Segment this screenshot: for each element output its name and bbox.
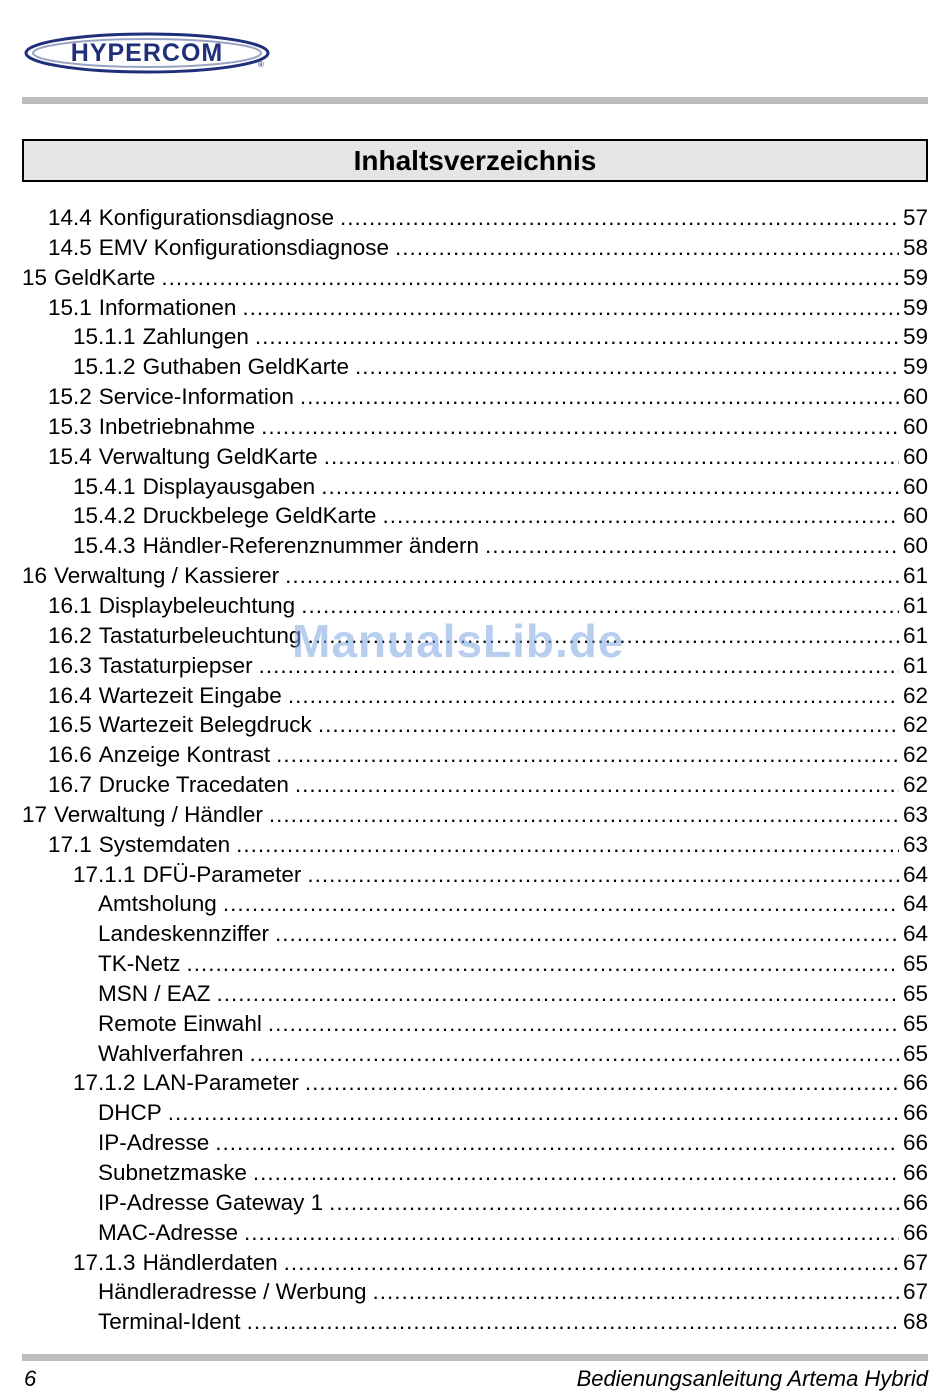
toc-entry[interactable] bbox=[22, 1309, 928, 1339]
toc-entry-number: 15.4.1 bbox=[73, 473, 136, 499]
toc-entry-number: 15.3 bbox=[48, 413, 92, 439]
toc-dot-leader bbox=[321, 474, 899, 500]
toc-entry[interactable] bbox=[22, 563, 928, 593]
toc-dot-leader bbox=[288, 683, 899, 709]
toc-entry-number: 16.3 bbox=[48, 652, 92, 678]
toc-entry[interactable] bbox=[22, 533, 928, 563]
toc-dot-leader bbox=[382, 503, 899, 529]
toc-entry-title: Drucke Tracedaten bbox=[98, 772, 289, 798]
toc-entry-number: 16.7 bbox=[48, 772, 92, 798]
toc-entry-number: 17.1.2 bbox=[73, 1070, 136, 1096]
toc-entry-title: DFÜ-Parameter bbox=[142, 861, 302, 887]
toc-entry-title: Tastaturpiepser bbox=[98, 652, 253, 678]
toc-dot-leader bbox=[318, 712, 899, 738]
toc-dot-leader bbox=[261, 414, 899, 440]
toc-entry-page: 61 bbox=[902, 652, 928, 678]
toc-entry[interactable] bbox=[22, 1100, 928, 1130]
toc-entry-number: 16.5 bbox=[48, 712, 92, 738]
toc-entry[interactable] bbox=[22, 1190, 928, 1220]
toc-entry[interactable] bbox=[22, 235, 928, 265]
logo-registered-mark: ® bbox=[258, 60, 264, 69]
header-rule bbox=[22, 97, 928, 104]
toc-dot-leader bbox=[340, 205, 899, 231]
toc-entry-number: 15.4.3 bbox=[73, 533, 136, 559]
toc-entry-page: 58 bbox=[902, 234, 928, 260]
toc-entry[interactable] bbox=[22, 384, 928, 414]
toc-entry[interactable] bbox=[22, 802, 928, 832]
toc-entry-page: 60 bbox=[902, 384, 928, 410]
footer-document-title: Bedienungsanleitung Artema Hybrid bbox=[576, 1366, 928, 1391]
toc-entry-title: Terminal-Ident bbox=[98, 1309, 241, 1335]
toc-entry[interactable] bbox=[22, 921, 928, 951]
toc-entry[interactable] bbox=[22, 1130, 928, 1160]
toc-dot-leader bbox=[247, 1309, 899, 1335]
toc-entry[interactable] bbox=[22, 295, 928, 325]
toc-entry[interactable] bbox=[22, 862, 928, 892]
toc-entry-number: 14.5 bbox=[48, 234, 92, 260]
toc-entry[interactable] bbox=[22, 891, 928, 921]
toc-dot-leader bbox=[217, 981, 899, 1007]
toc-entry-page: 61 bbox=[902, 592, 928, 618]
toc-dot-leader bbox=[269, 802, 899, 828]
watermark: ManualsLib.de bbox=[292, 615, 625, 667]
toc-entry[interactable] bbox=[22, 354, 928, 384]
toc-entry-title: Konfigurationsdiagnose bbox=[98, 205, 334, 230]
toc-entry[interactable] bbox=[22, 503, 928, 533]
toc-dot-leader bbox=[295, 772, 899, 798]
toc-entry-page: 65 bbox=[902, 1040, 928, 1066]
toc-dot-leader bbox=[300, 384, 899, 410]
toc-dot-leader bbox=[395, 235, 899, 261]
page-title: Inhaltsverzeichnis bbox=[22, 139, 928, 182]
toc-entry-number: 15.2 bbox=[48, 384, 92, 410]
toc-entry-title: Landeskennziffer bbox=[98, 921, 269, 947]
toc-entry-title: Guthaben GeldKarte bbox=[142, 354, 349, 380]
toc-entry-page: 60 bbox=[902, 473, 928, 499]
toc-entry-title: Remote Einwahl bbox=[98, 1010, 262, 1036]
toc-dot-leader bbox=[168, 1100, 899, 1126]
toc-entry[interactable] bbox=[22, 1250, 928, 1280]
toc-entry[interactable] bbox=[22, 653, 928, 683]
toc-entry-page: 59 bbox=[902, 324, 928, 350]
toc-entry[interactable] bbox=[22, 623, 928, 653]
toc-entry-title: IP-Adresse Gateway 1 bbox=[98, 1189, 324, 1215]
toc-dot-leader bbox=[249, 1041, 898, 1067]
toc-entry-page: 64 bbox=[902, 861, 928, 887]
toc-entry-page: 67 bbox=[902, 1249, 928, 1275]
toc-entry[interactable] bbox=[22, 474, 928, 504]
toc-entry[interactable] bbox=[22, 951, 928, 981]
toc-dot-leader bbox=[236, 832, 899, 858]
footer-page-number: 6 bbox=[24, 1366, 37, 1391]
toc-entry[interactable] bbox=[22, 683, 928, 713]
toc-entry-page: 66 bbox=[902, 1160, 928, 1185]
toc-entry-title: DHCP bbox=[98, 1100, 162, 1126]
toc-entry[interactable] bbox=[22, 1279, 928, 1309]
toc-entry-title: Verwaltung / Händler bbox=[54, 801, 263, 827]
toc-entry-number: 15.1.1 bbox=[73, 324, 136, 350]
toc-entry-page: 57 bbox=[902, 205, 928, 230]
toc-entry-page: 62 bbox=[902, 682, 928, 708]
toc-dot-leader bbox=[244, 1220, 899, 1246]
toc-entry-page: 61 bbox=[902, 622, 928, 648]
toc-entry-title: Tastaturbeleuchtung bbox=[98, 622, 302, 648]
toc-entry-page: 63 bbox=[902, 831, 928, 857]
toc-entry-title: Händleradresse / Werbung bbox=[98, 1279, 367, 1305]
toc-entry-title: Verwaltung GeldKarte bbox=[98, 443, 318, 469]
toc-dot-leader bbox=[307, 862, 899, 888]
toc-entry-number: 16 bbox=[22, 563, 48, 589]
toc-entry-page: 66 bbox=[902, 1070, 928, 1096]
toc-entry-page: 65 bbox=[902, 1010, 928, 1036]
toc-entry-title: EMV Konfigurationsdiagnose bbox=[98, 234, 389, 260]
toc-entry[interactable] bbox=[22, 772, 928, 802]
toc-entry-page: 62 bbox=[902, 742, 928, 768]
toc-entry[interactable] bbox=[22, 1220, 928, 1250]
toc-entry[interactable] bbox=[22, 832, 928, 862]
toc-entry-page: 65 bbox=[902, 951, 928, 977]
toc-dot-leader bbox=[268, 1011, 899, 1037]
toc-entry-page: 60 bbox=[902, 503, 928, 529]
toc-dot-leader bbox=[276, 742, 899, 768]
toc-entry[interactable] bbox=[22, 1160, 928, 1190]
toc-dot-leader bbox=[485, 533, 899, 559]
toc-entry-page: 62 bbox=[902, 772, 928, 798]
toc-entry-title: Wartezeit Belegdruck bbox=[98, 712, 312, 738]
toc-entry-title: Verwaltung / Kassierer bbox=[54, 563, 280, 589]
toc-entry-page: 62 bbox=[902, 712, 928, 738]
toc-entry-title: Subnetzmaske bbox=[98, 1160, 247, 1185]
toc-entry[interactable] bbox=[22, 444, 928, 474]
toc-dot-leader bbox=[161, 265, 899, 291]
toc-entry-page: 66 bbox=[902, 1219, 928, 1245]
toc-entry-title: MSN / EAZ bbox=[98, 980, 211, 1006]
toc-entry-title: Displayausgaben bbox=[142, 473, 316, 499]
toc-dot-leader bbox=[329, 1190, 899, 1216]
toc-entry-page: 68 bbox=[902, 1309, 928, 1335]
toc-entry-page: 60 bbox=[902, 533, 928, 559]
toc-entry[interactable] bbox=[22, 742, 928, 772]
toc-entry-number: 15.1 bbox=[48, 294, 92, 320]
toc-entry-page: 60 bbox=[902, 443, 928, 469]
toc-dot-leader bbox=[301, 593, 899, 619]
toc-entry-page: 65 bbox=[902, 980, 928, 1006]
toc-entry-page: 66 bbox=[902, 1100, 928, 1126]
toc-entry-title: GeldKarte bbox=[54, 264, 156, 290]
toc-entry-number: 17.1 bbox=[48, 831, 92, 857]
toc-entry-title: Händler-Referenznummer ändern bbox=[142, 533, 479, 559]
toc-entry-title: LAN-Parameter bbox=[142, 1070, 299, 1096]
toc-dot-leader bbox=[305, 1070, 899, 1096]
toc-entry-page: 67 bbox=[902, 1279, 928, 1305]
logo-text: HYPERCOM bbox=[70, 39, 224, 67]
toc-dot-leader bbox=[242, 295, 899, 321]
toc-entry[interactable] bbox=[22, 1070, 928, 1100]
toc-entry-title: Wahlverfahren bbox=[98, 1040, 244, 1066]
toc-entry-title: Anzeige Kontrast bbox=[98, 742, 271, 768]
toc-entry-title: Inbetriebnahme bbox=[98, 413, 256, 439]
toc-entry-number: 16.1 bbox=[48, 592, 92, 618]
toc-dot-leader bbox=[307, 623, 899, 649]
toc-entry-title: Zahlungen bbox=[142, 324, 249, 350]
toc-entry-page: 59 bbox=[902, 294, 928, 320]
toc-entry-number: 16.4 bbox=[48, 682, 92, 708]
toc-dot-leader bbox=[275, 921, 899, 947]
table-of-contents bbox=[22, 205, 928, 1339]
toc-entry[interactable] bbox=[22, 1011, 928, 1041]
toc-entry-page: 59 bbox=[902, 354, 928, 380]
toc-entry-title: Informationen bbox=[98, 294, 237, 320]
toc-entry-number: 14.4 bbox=[48, 205, 92, 230]
toc-entry-title: Wartezeit Eingabe bbox=[98, 682, 282, 708]
toc-entry-page: 66 bbox=[902, 1189, 928, 1215]
toc-dot-leader bbox=[187, 951, 899, 977]
toc-entry-page: 59 bbox=[902, 264, 928, 290]
toc-entry-title: Displaybeleuchtung bbox=[98, 592, 296, 618]
toc-entry-number: 17 bbox=[22, 801, 48, 827]
toc-dot-leader bbox=[259, 653, 899, 679]
toc-entry-number: 15.1.2 bbox=[73, 354, 136, 380]
toc-entry-title: Systemdaten bbox=[98, 831, 231, 857]
toc-entry-page: 64 bbox=[902, 891, 928, 917]
toc-entry-page: 64 bbox=[902, 921, 928, 947]
toc-entry-number: 17.1.1 bbox=[73, 861, 136, 887]
toc-entry-title: TK-Netz bbox=[98, 951, 181, 977]
toc-entry-number: 15 bbox=[22, 264, 48, 290]
toc-entry-page: 60 bbox=[902, 413, 928, 439]
toc-entry-title: Amtsholung bbox=[98, 891, 217, 917]
toc-entry[interactable] bbox=[22, 265, 928, 295]
toc-entry-page: 61 bbox=[902, 563, 928, 589]
toc-entry[interactable] bbox=[22, 593, 928, 623]
toc-entry-number: 15.4.2 bbox=[73, 503, 136, 529]
toc-dot-leader bbox=[215, 1130, 899, 1156]
footer-rule bbox=[22, 1354, 928, 1361]
toc-entry-title: Druckbelege GeldKarte bbox=[142, 503, 377, 529]
toc-entry-title: IP-Adresse bbox=[98, 1130, 210, 1156]
toc-dot-leader bbox=[285, 563, 899, 589]
toc-dot-leader bbox=[253, 1160, 899, 1186]
toc-entry-page: 66 bbox=[902, 1130, 928, 1156]
toc-dot-leader bbox=[284, 1250, 899, 1276]
toc-dot-leader bbox=[223, 891, 899, 917]
toc-entry-number: 16.2 bbox=[48, 622, 92, 648]
toc-entry-number: 15.4 bbox=[48, 443, 92, 469]
toc-entry-title: Service-Information bbox=[98, 384, 294, 410]
toc-entry[interactable] bbox=[22, 324, 928, 354]
toc-entry[interactable] bbox=[22, 1041, 928, 1071]
toc-entry-page: 63 bbox=[902, 801, 928, 827]
toc-dot-leader bbox=[372, 1279, 898, 1305]
toc-entry-title: MAC-Adresse bbox=[98, 1219, 239, 1245]
toc-dot-leader bbox=[255, 324, 899, 350]
toc-entry[interactable] bbox=[22, 414, 928, 444]
hypercom-logo bbox=[22, 30, 272, 76]
toc-entry-number: 17.1.3 bbox=[73, 1249, 136, 1275]
toc-dot-leader bbox=[324, 444, 899, 470]
toc-entry-number: 16.6 bbox=[48, 742, 92, 768]
toc-entry[interactable] bbox=[22, 981, 928, 1011]
toc-entry[interactable] bbox=[22, 712, 928, 742]
toc-entry[interactable] bbox=[22, 205, 928, 235]
toc-entry-title: Händlerdaten bbox=[142, 1249, 278, 1275]
toc-dot-leader bbox=[355, 354, 899, 380]
